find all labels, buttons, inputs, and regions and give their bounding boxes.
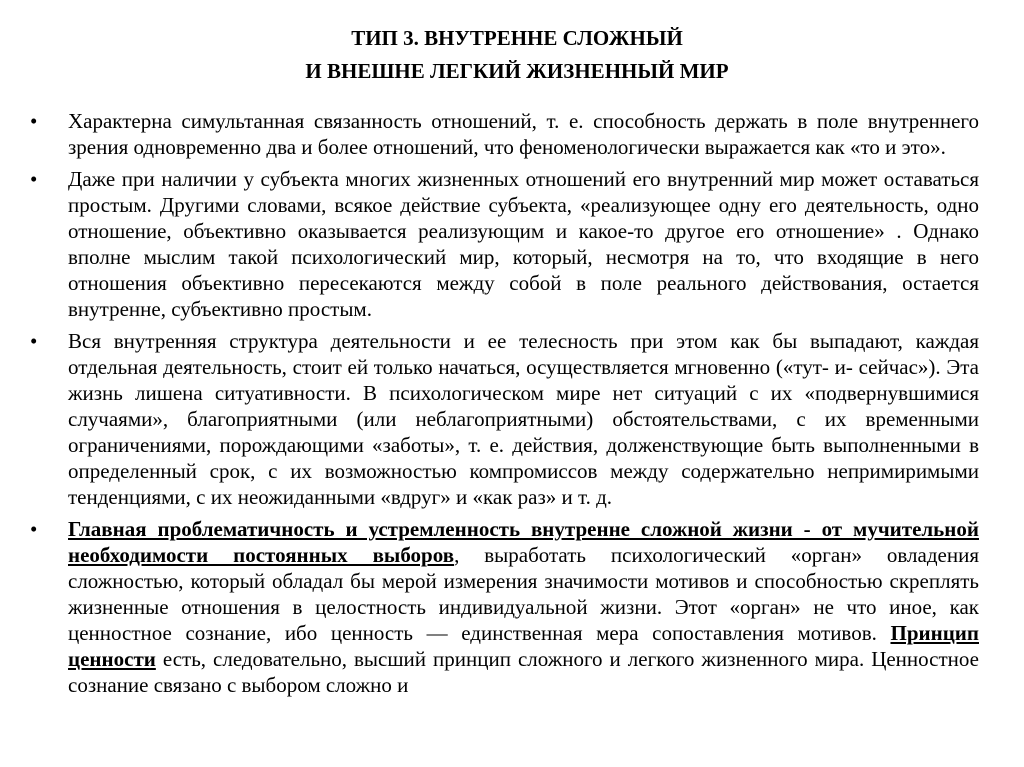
- slide-title: [0, 22, 1024, 88]
- emphasis-value-principle: Принцип ценности: [68, 621, 979, 671]
- bullet-marker: •: [30, 329, 38, 353]
- bullet-text-1: Характерна симультанная связанность отношений, т. е. способность держать в поле внутреннего зрения одновременно два и более отношений, что феноменологически выражается как «то и это».: [68, 109, 979, 159]
- emphasis-main-problem: Главная проблематичность и устремленность внутренне сложной жизни - от мучительной необходимости постоянных выборов: [68, 517, 979, 567]
- bullet-item-1: [0, 108, 1024, 160]
- slide-title-line-2: И ВНЕШНЕ ЛЕГКИЙ ЖИЗНЕННЫЙ МИР: [305, 59, 729, 83]
- slide-title-line-1: ТИП 3. ВНУТРЕННЕ СЛОЖНЫЙ: [351, 26, 683, 50]
- bullet-marker: •: [30, 517, 38, 541]
- bullet-list: [0, 108, 1024, 704]
- bullet-text-2: Даже при наличии у субъекта многих жизненных отношений его внутренний мир может оставаться простым. Другими словами, всякое действие субъекта, «реализующее одну его деятельность, одно отношение, объективно оказывается реализующим и какое-то другое его отношение» . Однако вполне мыслим такой психологический мир, который, несмотря на то, что входящие в него отношения объективно пересекаются между собой в поле реального действования, остается внутренне, субъективно простым.: [68, 167, 979, 321]
- bullet-text-4-part-4: есть, следовательно, высший принцип сложного и легкого жизненного мира. Ценностное сознание связано с выбором сложно и: [68, 647, 979, 697]
- bullet-text-4: [68, 516, 979, 698]
- bullet-marker: •: [30, 109, 38, 133]
- bullet-item-2: [0, 166, 1024, 322]
- bullet-item-3: [0, 328, 1024, 510]
- bullet-item-4: [0, 516, 1024, 698]
- bullet-text-3: Вся внутренняя структура деятельности и ее телесность при этом как бы выпадают, каждая отдельная деятельность, стоит ей только начаться, осуществляется мгновенно («тут- и- сейчас»). Эта жизнь лишена ситуативности. В психологическом мире нет ситуаций с их «подвернувшимися случаями», благоприятными (или неблагоприятными) обстоятельствами, с их временными ограничениями, порождающими «заботы», т. е. действия, долженствующие быть выполненными в определенный срок, с их возможностью компромиссов между содержательно непримиримыми тенденциями, с их неожиданными «вдруг» и «как раз» и т. д.: [68, 329, 979, 509]
- bullet-marker: •: [30, 167, 38, 191]
- bullet-text-4-part-2: , выработать психологический «орган» овладения сложностью, который обладал бы мерой измерения значимости мотивов и способностью скреплять жизненные отношения в целостность индивидуальной жизни. Этот «орган» не что иное, как ценностное сознание, ибо ценность — единственная мера сопоставления мотивов.: [68, 543, 979, 645]
